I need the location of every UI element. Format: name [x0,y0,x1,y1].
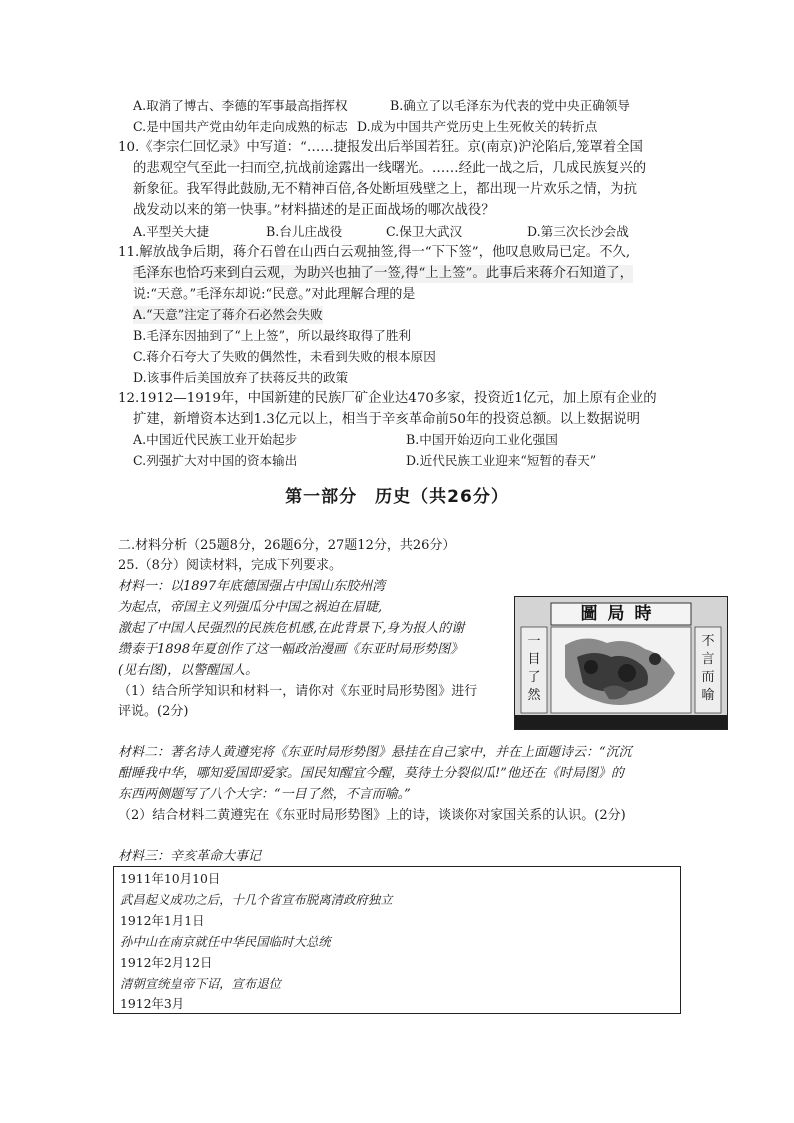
q9-option-a: A.取消了博古、李德的军事最高指挥权 [133,98,348,113]
q10-stem-line: 新象征。我军得此鼓励,无不精神百倍,各处断垣残壁之上，都出现一片欢乐之情，为抗 [133,182,637,197]
material1-line: 激起了中国人民强烈的民族危机感,在此背景下,身为报人的谢 [118,621,465,636]
table-row: 武昌起义成功之后，十几个省宣布脱离清政府独立 [120,892,393,907]
table-row: 1912年3月 [120,996,185,1011]
q10-option-d: D.第三次长沙会战 [527,224,629,239]
q12-stem-line: 12.1912—1919年，中国新建的民族厂矿企业达470多家，投资近1亿元，加上原有企业的 [118,391,657,406]
table-row: 孙中山在南京就任中华民国临时大总统 [120,934,331,949]
part2-title: 二.材料分析（25题8分，26题6分，27题12分，共26分） [118,538,456,553]
q9-option-d: D.成为中国共产党历史上生死攸关的转折点 [357,119,598,134]
q11-option-d: D.该事件后美国放弃了扶蒋反共的政策 [133,370,349,385]
material2-line: 酣睡我中华，哪知爱国即爱家。国民知醒宜今醒，莫待土分裂似瓜!”他还在《时局图》的 [118,766,624,781]
q11-option-c: C.蒋介石夸大了失败的偶然性，未看到失败的根本原因 [133,349,436,364]
political-cartoon-image [514,596,728,730]
q10-option-b: B.台儿庄战役 [266,224,343,239]
material1-line: 为起点，帝国主义列强瓜分中国之祸迫在眉睫, [118,600,383,615]
question-1: （1）结合所学知识和材料一，请你对《东亚时局形势图》进行 [118,684,478,699]
q12-option-b: B.中国开始迈向工业化强国 [406,432,558,447]
q12-stem-line: 扩建，新增资本达到1.3亿元以上，相当于辛亥革命前50年的投资总额。以上数据说明 [133,412,641,427]
table-row: 1911年10月10日 [120,871,221,886]
question-2: （2）结合材料二黄遵宪在《东亚时局形势图》上的诗，谈谈你对家国关系的认识。(2分) [118,808,626,823]
q11-option-b: B.毛泽东因抽到了“上上签”，所以最终取得了胜利 [133,328,412,343]
table-row: 清朝宣统皇帝下诏，宣布退位 [120,976,282,991]
material1-line: 缵泰于1898年夏创作了这一幅政治漫画《东亚时局形势图》 [118,642,464,657]
q10-stem-line: 战发动以来的第一快事。”材料描述的是正面战场的哪次战役？ [133,203,495,218]
section-heading: 第一部分 历史（共26分） [285,487,509,507]
q12-option-a: A.中国近代民族工业开始起步 [133,432,298,447]
material1-line: 材料一：以1897年底德国强占中国山东胶州湾 [118,579,386,594]
cartoon-right-caption: 不言而喻 [701,634,715,703]
material2-line: 东西两侧题写了八个大字：“一目了然，不言而喻。” [118,787,411,802]
material1-line: (见右图)，以警醒国人。 [118,663,259,678]
q9-option-c: C.是中国共产党由幼年走向成熟的标志 [133,119,348,134]
material2-line: 材料二：著名诗人黄遵宪将《东亚时局形势图》悬挂在自己家中，并在上面题诗云：“沉沉 [118,745,632,760]
q12-option-d: D.近代民族工业迎来“短暂的春天” [406,453,597,468]
cartoon-title: 圖局時 [580,604,662,624]
q10-option-c: C.保卫大武汉 [386,224,463,239]
q10-stem-line: 的悲观空气至此一扫而空,抗战前途露出一线曙光。……经此一战之后，几成民族复兴的 [133,161,647,176]
table-row: 1912年2月12日 [120,955,213,970]
q9-option-b: B.确立了以毛泽东为代表的党中央正确领导 [390,98,630,113]
material3-title: 材料三：辛亥革命大事记 [118,849,262,864]
table-row: 1912年1月1日 [120,913,205,928]
chronology-table [113,866,681,1014]
q11-option-a: A.“天意”注定了蒋介石必然会失败 [133,307,323,322]
q12-option-c: C.列强扩大对中国的资本输出 [133,453,298,468]
q10-stem-line: 10.《李宗仁回忆录》中写道：“……捷报发出后举国若狂。京(南京)沪沦陷后,笼罩着全国 [118,140,643,155]
question-1: 评说。(2分) [118,704,189,719]
q11-stem-line: 毛泽东也恰巧来到白云观，为助兴也抽了一签,得“上上签”。此事后来蒋介石知道了， [133,266,634,281]
q11-stem-line: 11.解放战争后期，蒋介石曾在山西白云观抽签,得一“下下签”，他叹息败局已定。不久, [118,245,631,260]
cartoon-left-caption: 一目了然 [527,634,541,703]
q10-option-a: A.平型关大捷 [133,224,210,239]
q11-stem-line: 说:“天意。”毛泽东却说:“民意。”对此理解合理的是 [133,287,416,302]
q25-instruction: 25.（8分）阅读材料，完成下列要求。 [118,558,342,573]
